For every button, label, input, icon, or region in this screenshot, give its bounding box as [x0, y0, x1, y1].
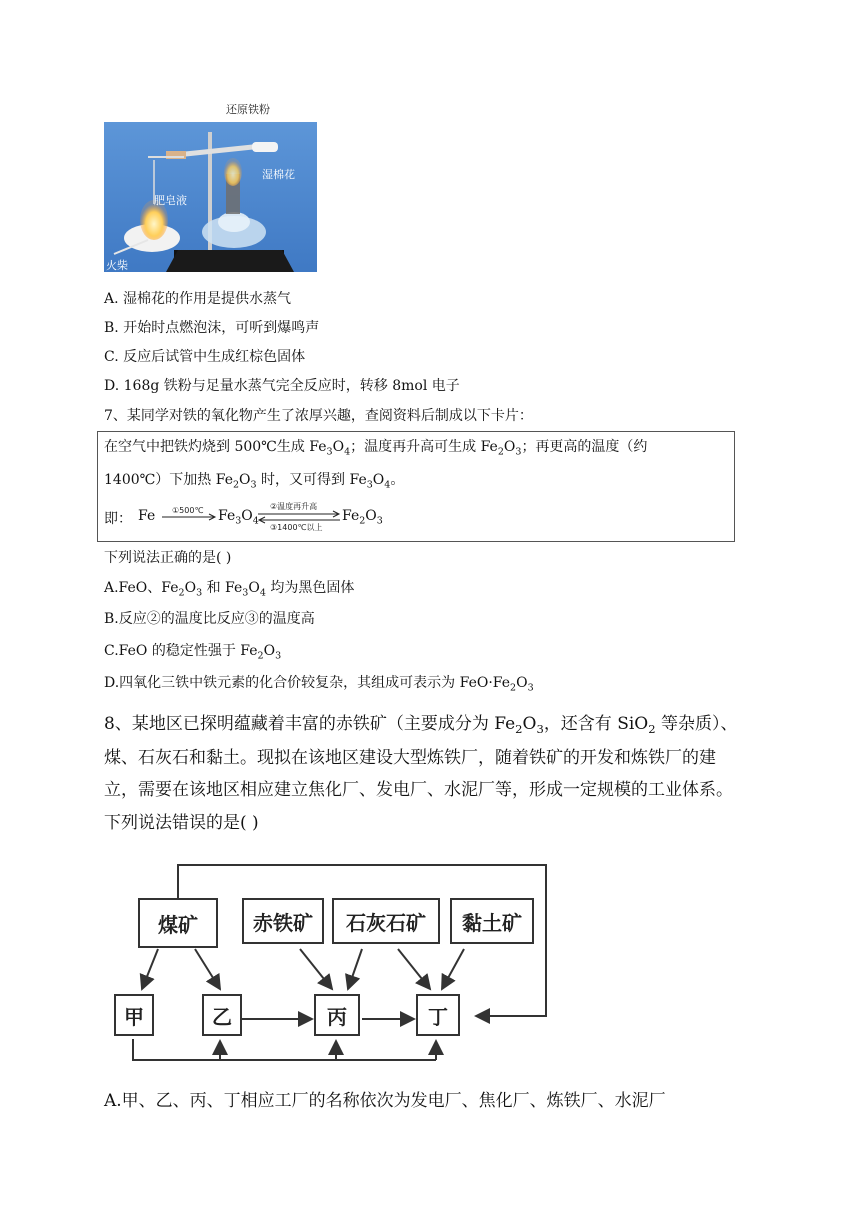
q7-option-b: B.反应②的温度比反应③的温度高: [104, 611, 315, 627]
equation-fe2o3: $Fe_2O_3$: [342, 508, 383, 527]
photo-label-soap: 肥皂液: [154, 194, 187, 207]
node-yi: 乙: [202, 994, 242, 1036]
q8-option-a: A.甲、乙、丙、丁相应工厂的名称依次为发电厂、焦化厂、炼铁厂、水泥厂: [104, 1091, 666, 1111]
q8-stem-line-2: 煤、石灰石和黏土。现拟在该地区建设大型炼铁厂，随着铁矿的开发和炼铁厂的建: [104, 748, 716, 768]
q7-question: 下列说法正确的是( ): [104, 550, 232, 566]
q7-option-d: D.四氧化三铁中铁元素的化合价较复杂，其组成可表示为 $FeO\cdot Fe_2O_3$: [104, 675, 534, 694]
q7-option-a: A.FeO、$Fe_2O_3$ 和 $Fe_3O_4$ 均为黑色固体: [104, 580, 355, 599]
experiment-photo: [104, 122, 317, 272]
node-limestone-mine: 石灰石矿: [332, 898, 440, 944]
photo-label-match: 火柴: [106, 259, 128, 272]
photo-label-iron-powder: 还原铁粉: [226, 103, 270, 116]
q8-stem-line-1: 8、某地区已探明蕴藏着丰富的赤铁矿（主要成分为 $Fe_2O_3$，还含有 SiO$_2$ 等杂质）、: [104, 714, 738, 737]
experiment-apparatus-image: [104, 122, 317, 272]
q6-option-a: A. 湿棉花的作用是提供水蒸气: [104, 291, 292, 307]
equation-fe: Fe: [138, 508, 156, 524]
q8-stem-line-3: 立，需要在该地区相应建立焦化厂、发电厂、水泥厂等，形成一定规模的工业体系。: [104, 780, 733, 800]
arrow-1: [160, 512, 220, 522]
node-ding: 丁: [416, 994, 460, 1036]
card-line-2: 1400℃）下加热 $Fe_2O_3$ 时，又可得到 $Fe_3O_4$。: [104, 472, 405, 491]
q6-option-d: D. 168g 铁粉与足量水蒸气完全反应时，转移 8mol 电子: [104, 378, 460, 394]
q7-option-c: C.FeO 的稳定性强于 $Fe_2O_3$: [104, 643, 282, 662]
condition-3: ③1400℃以上: [270, 523, 323, 532]
condition-1: ①500℃: [172, 506, 204, 515]
equation-prefix: 即：: [104, 511, 132, 527]
equation-fe3o4: $Fe_3O_4$: [218, 508, 259, 527]
q6-option-c: C. 反应后试管中生成红棕色固体: [104, 349, 306, 365]
node-jia: 甲: [114, 994, 154, 1036]
q6-option-b: B. 开始时点燃泡沫，可听到爆鸣声: [104, 320, 320, 336]
node-coal-mine: 煤矿: [138, 898, 218, 948]
photo-label-wet-cotton: 湿棉花: [262, 168, 295, 181]
q8-question: 下列说法错误的是( ): [104, 813, 259, 833]
condition-2: ②温度再升高: [270, 502, 318, 511]
node-clay-mine: 黏土矿: [450, 898, 534, 944]
node-hematite-mine: 赤铁矿: [242, 898, 324, 944]
q7-stem: 7、某同学对铁的氧化物产生了浓厚兴趣，查阅资料后制成以下卡片：: [104, 408, 533, 424]
node-bing: 丙: [314, 994, 360, 1036]
card-line-1: 在空气中把铁灼烧到 500℃生成 $Fe_3O_4$；温度再升高可生成 $Fe_2O_3$；再更高的温度（约: [104, 439, 648, 458]
